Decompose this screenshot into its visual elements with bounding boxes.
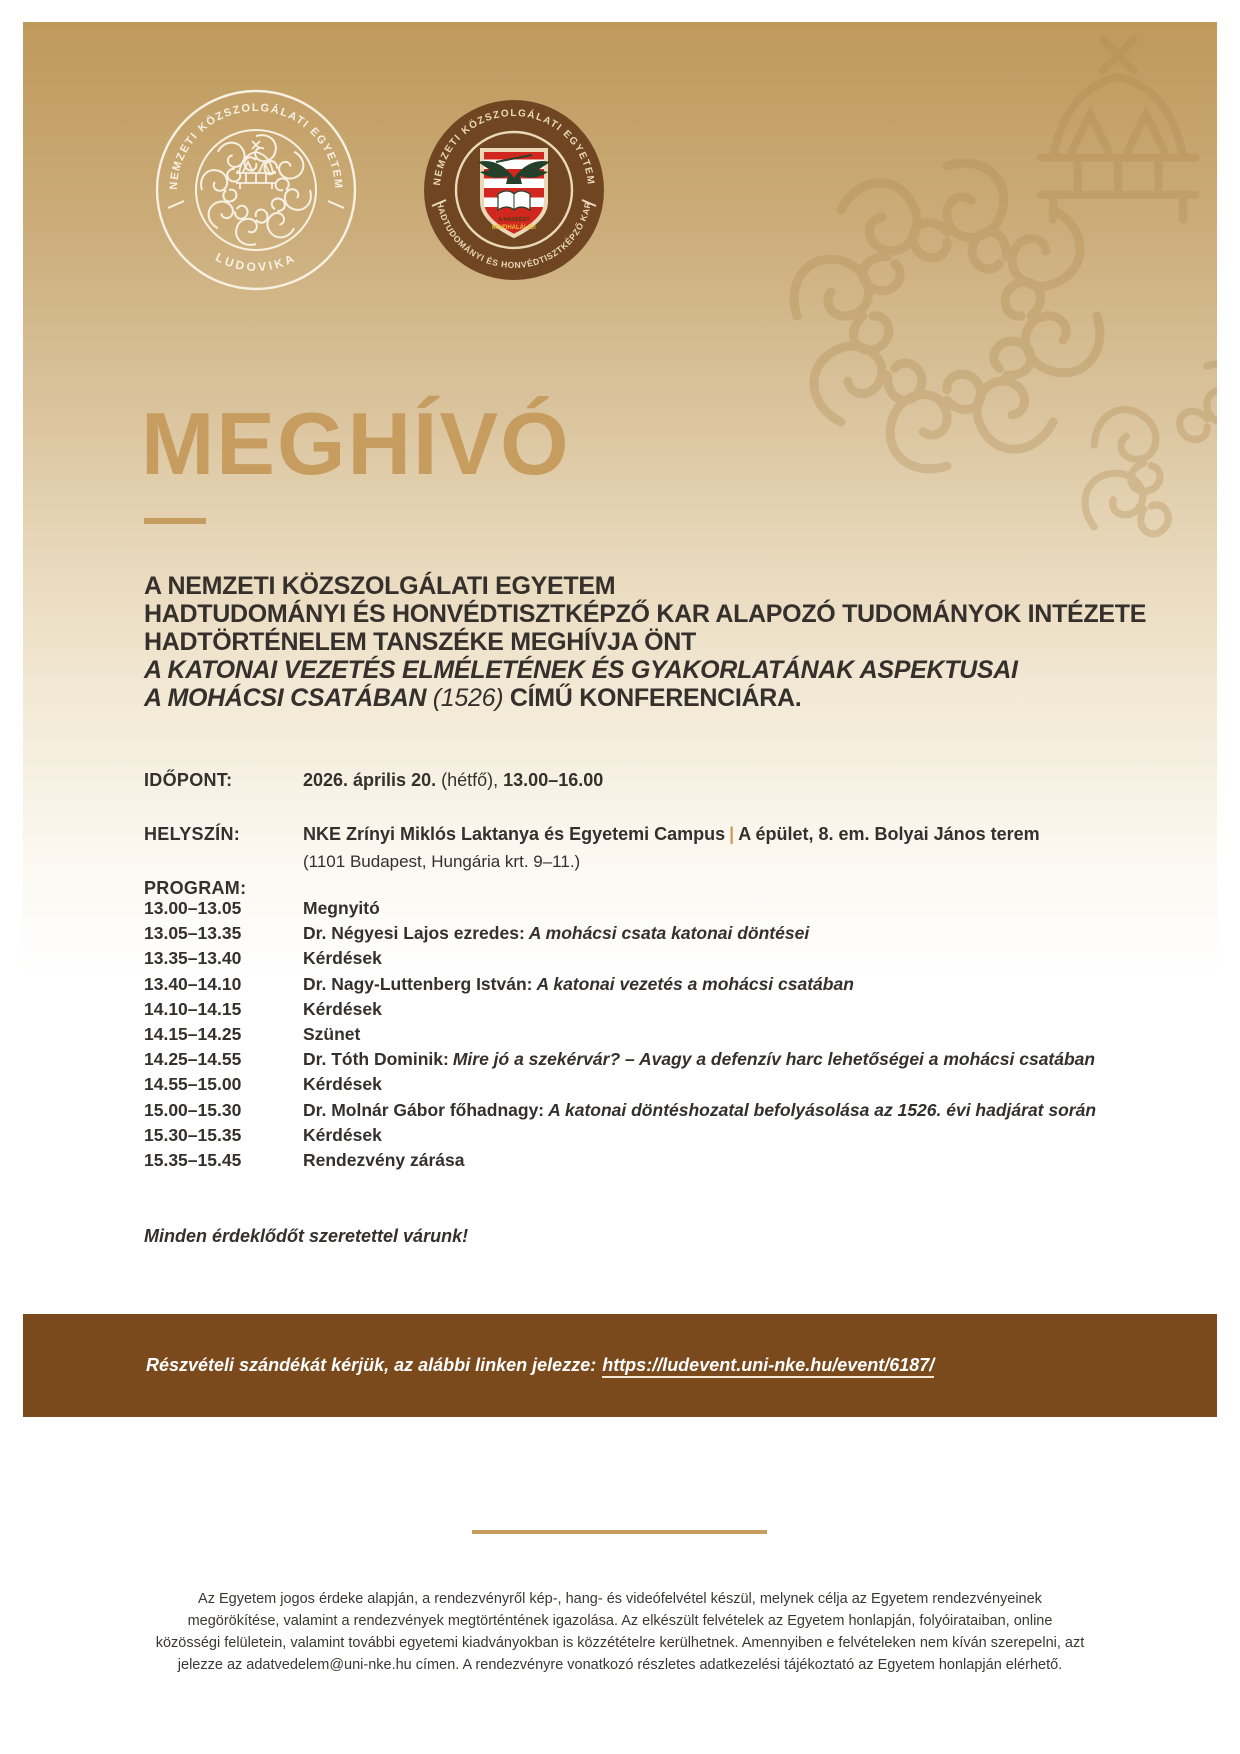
conference-year: (1526)	[432, 684, 504, 712]
program-row	[144, 896, 1154, 921]
program-speaker: Dr. Nagy-Luttenberg István:	[303, 973, 533, 994]
program-time: 15.00–15.30	[144, 1099, 242, 1120]
program-label: PROGRAM:	[144, 878, 247, 898]
program-speaker: Szünet	[303, 1023, 361, 1044]
crown-icon	[1041, 40, 1196, 220]
faculty-seal-logo	[422, 98, 606, 282]
seal-outer-ring	[157, 91, 355, 289]
program-time: 14.55–15.00	[144, 1074, 242, 1095]
ludovika-seal-logo	[154, 88, 358, 292]
venue-row	[144, 824, 1040, 845]
program-row	[144, 1123, 1154, 1148]
page-title: MEGHÍVÓ	[141, 394, 571, 493]
program-talk-title: A mohácsi csata katonai döntései	[528, 923, 810, 944]
program-row	[144, 1148, 1154, 1173]
program-talk-title: A katonai vezetés a mohácsi csatában	[536, 973, 854, 994]
intro-line-3: HADTÖRTÉNELEM TANSZÉKE MEGHÍVJA ÖNT	[144, 628, 697, 656]
program-speaker: Kérdések	[303, 1074, 382, 1095]
conference-title-rest: CÍMŰ KONFERENCIÁRA.	[509, 684, 802, 712]
intro-line-1: A NEMZETI KÖZSZOLGÁLATI EGYETEM	[144, 572, 616, 600]
program-time: 14.15–14.25	[144, 1023, 242, 1044]
program-time: 13.40–14.10	[144, 973, 242, 994]
conference-title-line-1: A KATONAI VEZETÉS ELMÉLETÉNEK ÉS GYAKORLATÁNAK ASPEKTUSAI	[144, 656, 1018, 684]
conference-title-italic: A MOHÁCSI CSATÁBAN	[144, 684, 427, 712]
registration-call: Részvételi szándékát kérjük, az alábbi linken jelezze:	[146, 1355, 597, 1375]
venue-room: A épület, 8. em. Bolyai János terem	[738, 824, 1040, 844]
shield-motto-line2: MINDHALÁLIG!	[492, 225, 536, 231]
program-row	[144, 997, 1154, 1022]
seal-ring-text-top: NEMZETI KÖZSZOLGÁLATI EGYETEM	[167, 101, 345, 191]
seal-ring-text-bottom: HADTUDOMÁNYI ÉS HONVÉDTISZTKÉPZŐ KAR	[434, 200, 594, 271]
weekday-text: (hétfő),	[441, 770, 499, 790]
swirl-ornament	[794, 40, 1217, 554]
venue-value	[303, 824, 1040, 845]
ring-dash-left	[168, 201, 184, 208]
program-time: 14.10–14.15	[144, 998, 242, 1019]
seal-ring-text-top: NEMZETI KÖZSZOLGÁLATI EGYETEM	[432, 107, 596, 187]
program-row	[144, 1022, 1154, 1047]
program-speaker: Dr. Tóth Dominik:	[303, 1049, 449, 1070]
date-row	[144, 770, 603, 791]
program-speaker: Kérdések	[303, 948, 382, 969]
footer-legal-text: Az Egyetem jogos érdeke alapján, a rendezvényről kép-, hang- és videófelvétel készül, melynek célja az Egyetem rendezvényeinek megörökítése, valamint a rendezvények megtörténtének igazolása. Az elkészült felvételek az Egyetem honlapján, folyóirataiban, online közösségi felületein, valamint további egyetemi kiadványokban is közzétételre kerülhetnek. Amennyiben e felvételeken nem kíván szerepelni, azt jelezze az adatvedelem@uni-nke.hu címen. A rendezvényre vonatkozó részletes adatkezelési tájékoztató az Egyetem honlapján elérhető.	[155, 1591, 1085, 1673]
program-row	[144, 972, 1154, 997]
closing-line: Minden érdeklődőt szeretettel várunk!	[144, 1226, 469, 1246]
program-row	[144, 946, 1154, 971]
program-speaker: Megnyitó	[303, 898, 380, 918]
intro-line-2: HADTUDOMÁNYI ÉS HONVÉDTISZTKÉPZŐ KAR ALAPOZÓ TUDOMÁNYOK INTÉZETE	[144, 600, 1147, 628]
program-row	[144, 921, 1154, 946]
shield-motto-line1: A HAZÁÉRT	[498, 217, 530, 223]
footer-divider	[472, 1530, 767, 1534]
registration-banner	[23, 1314, 1217, 1417]
program-list	[144, 896, 1154, 1173]
time-range-text: 13.00–16.00	[503, 770, 604, 790]
venue-label: HELYSZÍN:	[144, 824, 241, 844]
seal-ring-text-bottom: LUDOVIKA	[213, 250, 299, 275]
program-talk-title: Mire jó a szekérvár? – Avagy a defenzív harc lehetőségei a mohácsi csatában	[452, 1049, 1096, 1070]
registration-link[interactable]: https://ludevent.uni-nke.hu/event/6187/	[602, 1355, 934, 1378]
registration-text	[146, 1355, 934, 1376]
program-speaker: Kérdések	[303, 998, 382, 1019]
ring-dash-right	[328, 201, 344, 208]
program-time: 15.35–15.45	[144, 1149, 242, 1170]
ornament-watermark	[687, 22, 1217, 556]
venue-campus: NKE Zrínyi Miklós Laktanya és Egyetemi Campus	[303, 824, 726, 844]
program-time: 14.25–14.55	[144, 1049, 242, 1070]
date-value	[303, 770, 603, 791]
program-speaker: Kérdések	[303, 1124, 382, 1145]
intro-text	[144, 572, 1154, 712]
program-talk-title: A katonai döntéshozatal befolyásolása az 1526. évi hadjárat során	[548, 1099, 1097, 1120]
title-dash	[144, 518, 206, 524]
seal-inner-ring	[196, 130, 316, 250]
program-row	[144, 1047, 1154, 1072]
date-label: IDŐPONT:	[144, 770, 233, 790]
program-speaker: Dr. Molnár Gábor főhadnagy:	[303, 1099, 545, 1120]
program-time: 13.05–13.35	[144, 923, 242, 944]
poster-sheet	[23, 22, 1217, 1733]
program-time: 15.30–15.35	[144, 1124, 242, 1145]
program-time: 13.35–13.40	[144, 948, 242, 969]
venue-address: (1101 Budapest, Hungária krt. 9–11.)	[303, 852, 581, 871]
program-speaker: Rendezvény zárása	[303, 1149, 465, 1170]
svg-text:LUDOVIKA	[213, 250, 299, 274]
program-speaker: Dr. Négyesi Lajos ezredes:	[303, 923, 525, 944]
program-row	[144, 1098, 1154, 1123]
conference-title-line-2	[144, 684, 1154, 712]
date-text: 2026. április 20.	[303, 770, 437, 790]
venue-separator: |	[729, 824, 735, 844]
program-time: 13.00–13.05	[144, 898, 242, 918]
program-row	[144, 1072, 1154, 1097]
